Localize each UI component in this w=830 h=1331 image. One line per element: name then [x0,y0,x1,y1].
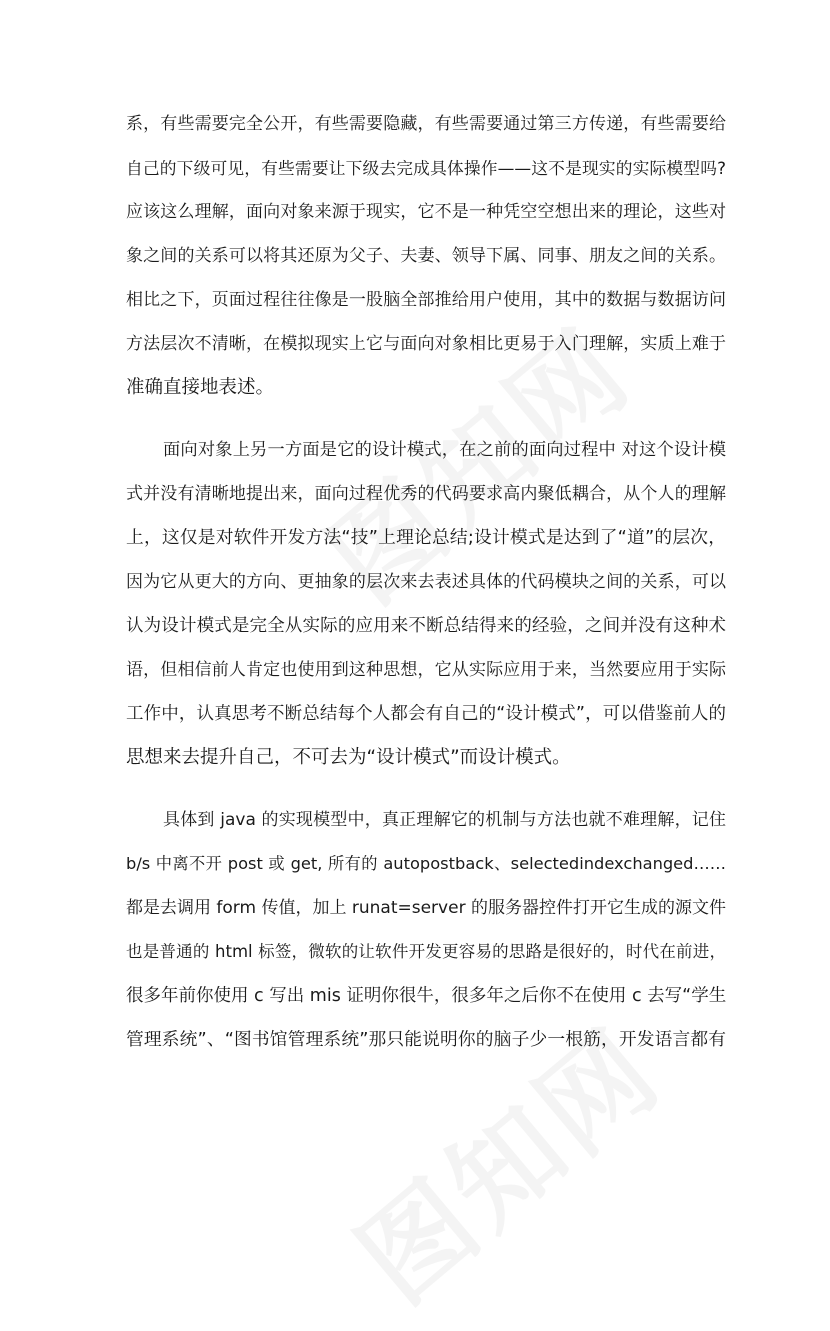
paragraph-3-line-2: b/s 中离不开 post 或 get, 所有的 autopostback、selectedindexchanged…… [126,854,726,873]
paragraph-3-line-4: 也是普通的 html 标签，微软的让软件开发更容易的思路是很好的，时代在前进， [126,942,726,961]
paragraph-1-line-3: 应该这么理解，面向对象来源于现实，它不是一种凭空空想出来的理论，这些对 [126,202,726,222]
paragraph-3-line-5: 很多年前你使用 c 写出 mis 证明你很牛，很多年之后你不在使用 c 去写“学生 [126,986,727,1006]
paragraph-3-line-6: 管理系统”、“图书馆管理系统”那只能说明你的脑子少一根筋，开发语言都有 [126,1030,726,1050]
paragraph-1-line-4: 象之间的关系可以将其还原为父子、夫妻、领导下属、同事、朋友之间的关系。 [126,246,726,266]
paragraph-3-line-3: 都是去调用 form 传值，加上 runat=server 的服务器控件打开它生成的源文件 [126,898,726,918]
paragraph-2-line-3: 上，这仅是对软件开发方法“技”上理论总结;设计模式是达到了“道”的层次， [126,528,726,548]
paragraph-2-line-2: 式并没有清晰地提出来，面向过程优秀的代码要求高内聚低耦合，从个人的理解 [126,484,726,504]
paragraph-2-line-1: 面向对象上另一方面是它的设计模式，在之前的面向过程中 对这个设计模 [163,440,726,460]
paragraph-2-line-7: 工作中，认真思考不断总结每个人都会有自己的“设计模式”，可以借鉴前人的 [126,704,726,724]
paragraph-1-line-1: 系，有些需要完全公开，有些需要隐藏，有些需要通过第三方传递，有些需要给 [126,114,726,134]
paragraph-2-line-5: 认为设计模式是完全从实际的应用来不断总结得来的经验，之间并没有这种术 [126,616,726,636]
paragraph-1-line-7: 准确直接地表述。 [126,377,275,398]
paragraph-3-line-1: 具体到 java 的实现模型中，真正理解它的机制与方法也就不难理解，记住 [163,810,726,830]
paragraph-2-line-8: 思想来去提升自己，不可去为“设计模式”而设计模式。 [126,747,571,768]
paragraph-1-line-5: 相比之下，页面过程往往像是一股脑全部推给用户使用，其中的数据与数据访问 [126,290,726,310]
paragraph-2-line-4: 因为它从更大的方向、更抽象的层次来去表述具体的代码模块之间的关系，可以 [126,572,726,592]
paragraph-1-line-2: 自己的下级可见，有些需要让下级去完成具体操作——这不是现实的实际模型吗? [126,158,726,178]
paragraph-2-line-6: 语，但相信前人肯定也使用到这种思想，它从实际应用于来，当然要应用于实际 [126,660,726,680]
paragraph-1-line-6: 方法层次不清晰，在模拟现实上它与面向对象相比更易于入门理解，实质上难于 [126,334,726,354]
